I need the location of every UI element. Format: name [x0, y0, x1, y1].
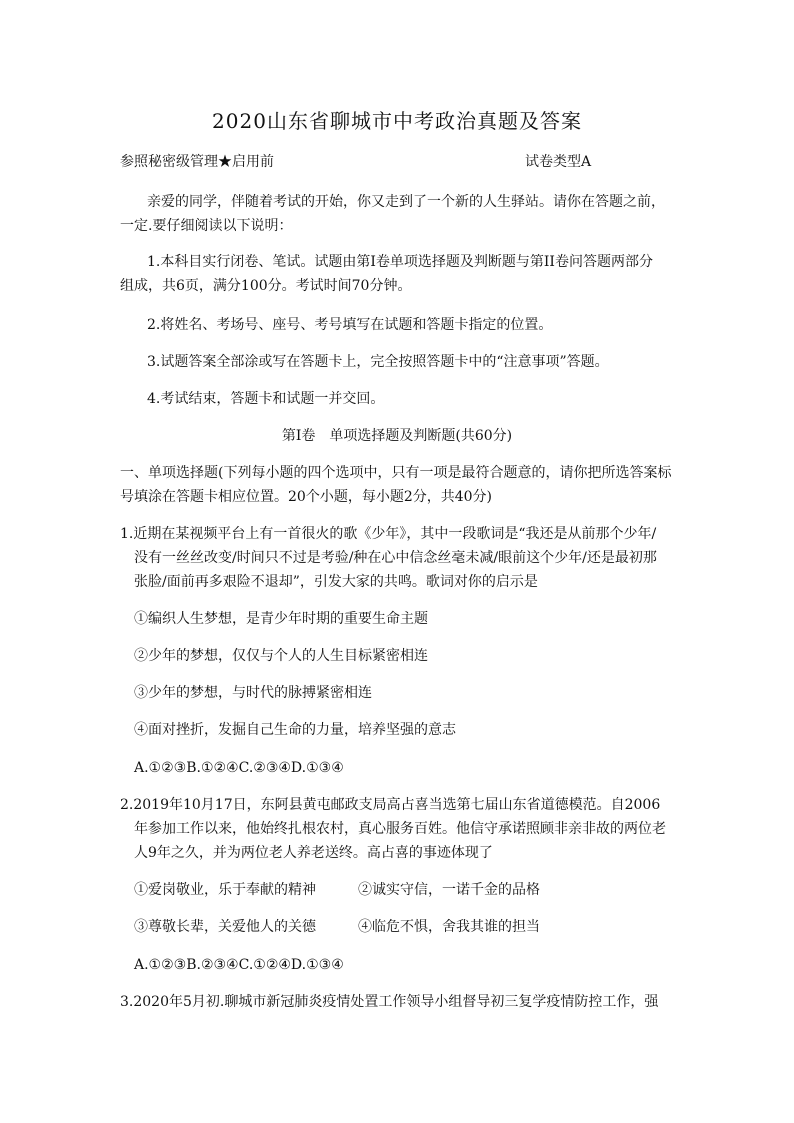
part-heading-line-1: 一、单项选择题(下列每小题的四个选项中，只有一项是最符合题意的，请你把所选答案标	[120, 465, 672, 481]
question-1-choices: A.①②③B.①②④C.②③④D.①③④	[134, 760, 344, 776]
question-2-line-3: 人9年之久，并为两位老人养老送终。高占喜的事迹体现了	[134, 845, 493, 861]
question-1-line-3: 张脸/面前再多艰险不退却”，引发大家的共鸣。歌词对你的启示是	[134, 574, 538, 590]
question-2-line-1: 2.2019年10月17日，东阿县黄屯邮政支局高占喜当选第七届山东省道德模范。自2006	[120, 797, 661, 813]
intro-line-1: 亲爱的同学，伴随着考试的开始，你又走到了一个新的人生驿站。请你在答题之前，	[147, 194, 665, 210]
question-3-line-1: 3.2020年5月初.聊城市新冠肺炎疫情处置工作领导小组督导初三复学疫情防控工作，强	[120, 994, 659, 1010]
instruction-1-line-1: 1.本科目实行闭卷、笔试。试题由第I卷单项选择题及判断题与第II卷问答题两部分	[147, 254, 653, 270]
section-title: 第I卷 单项选择题及判断题(共60分)	[281, 428, 513, 444]
part-heading-line-2: 号填涂在答题卡相应位置。20个小题，每小题2分，共40分)	[120, 489, 492, 505]
question-2-option-2: ②诚实守信，一诺千金的品格	[358, 882, 540, 898]
question-1-option-3: ③少年的梦想，与时代的脉搏紧密相连	[134, 685, 372, 701]
instruction-3: 3.试题答案全部涂或写在答题卡上，完全按照答题卡中的“注意事项”答题。	[147, 354, 609, 370]
paper-type-label: 试卷类型A	[525, 154, 592, 170]
question-1-option-2: ②少年的梦想，仅仅与个人的人生目标紧密相连	[134, 648, 428, 664]
question-2-option-3: ③尊敬长辈，关爱他人的关德	[134, 919, 316, 935]
instruction-1-line-2: 组成，共6页，满分100分。考试时间70分钟。	[120, 278, 412, 294]
intro-line-2: 一定.要仔细阅读以下说明：	[120, 218, 293, 234]
question-2-option-1: ①爱岗敬业，乐于奉献的精神	[134, 882, 316, 898]
question-2-choices: A.①②③B.②③④C.①②④D.①③④	[134, 957, 344, 973]
confidentiality-label: 参照秘密级管理★启用前	[120, 154, 274, 170]
instruction-4: 4.考试结束，答题卡和试题一并交回。	[147, 391, 385, 407]
question-1-option-4: ④面对挫折，发掘自己生命的力量，培养坚强的意志	[134, 722, 456, 738]
question-1-line-2: 没有一丝丝改变/时间只不过是考验/种在心中信念丝毫未减/眼前这个少年/还是最初那	[134, 550, 657, 566]
question-2-option-4: ④临危不惧，舍我其谁的担当	[358, 919, 540, 935]
question-1-line-1: 1.近期在某视频平台上有一首很火的歌《少年》，其中一段歌词是“我还是从前那个少年/	[120, 526, 657, 542]
question-2-line-2: 年参加工作以来，他始终扎根农村，真心服务百姓。他信守承诺照顾非亲非故的两位老	[134, 821, 666, 837]
question-1-option-1: ①编织人生梦想，是青少年时期的重要生命主题	[134, 611, 428, 627]
page-title: 2020山东省聊城市中考政治真题及答案	[212, 109, 582, 133]
instruction-2: 2.将姓名、考场号、座号、考号填写在试题和答题卡指定的位置。	[147, 317, 553, 333]
